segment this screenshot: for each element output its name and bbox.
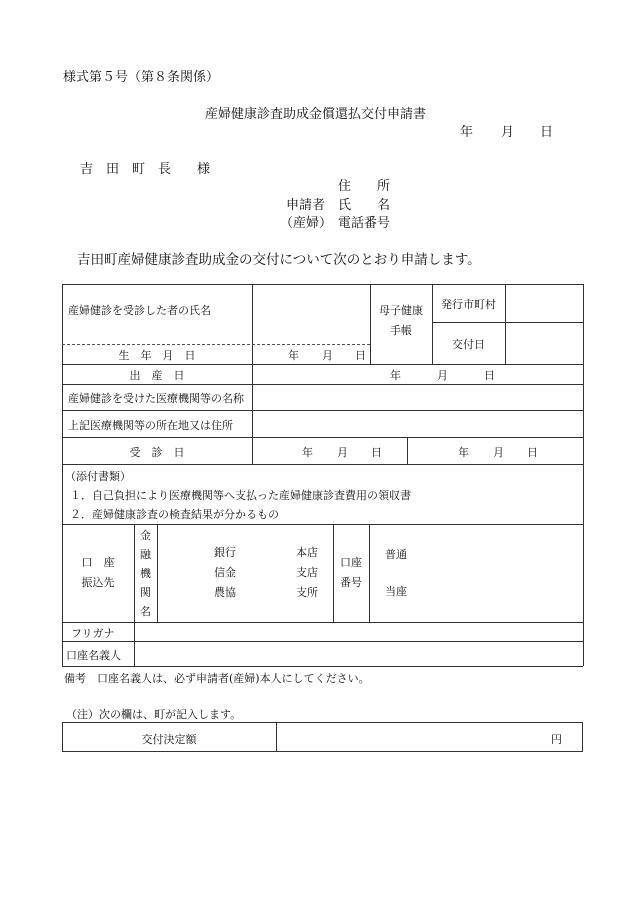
intro-text: 吉田町産婦健康診査助成金の交付について次のとおり申請します。 — [77, 252, 481, 268]
patient-name-field[interactable] — [253, 286, 369, 343]
applicant-label: 申請者 — [286, 198, 326, 213]
delivery-day: 日 — [484, 369, 495, 382]
sanpu-label: （産婦） — [280, 216, 333, 231]
attachment-item-2: ２．産婦健康診査の検査結果が分かるもの — [70, 508, 279, 521]
attachment-item-1: １．自己負担により医療機関等へ支払った産婦健康診査費用の領収書 — [70, 489, 411, 502]
exam2-year: 年 — [458, 446, 469, 459]
decision-amount-field[interactable] — [277, 723, 567, 751]
furigana-label: フリガナ — [71, 627, 115, 640]
exam1-month: 月 — [337, 446, 348, 459]
attachments-header: （添付書類） — [65, 470, 131, 483]
exam2-month: 月 — [493, 446, 504, 459]
birth-month: 月 — [322, 349, 333, 362]
branch-type-branch[interactable]: 支店 — [296, 566, 318, 579]
birth-day: 日 — [355, 349, 366, 362]
financial-institution-label: 金 融 機 関 名 — [140, 529, 151, 618]
addressee: 吉 田 町 長 様 — [80, 162, 211, 177]
account-holder-label: 口座名義人 — [66, 649, 121, 662]
institution-address-field[interactable] — [253, 412, 582, 436]
issue-date-field[interactable] — [506, 324, 582, 363]
bank-type-nokyo[interactable]: 農協 — [214, 586, 236, 599]
bank-type-bank[interactable]: 銀行 — [214, 546, 236, 559]
exam2-day: 日 — [527, 446, 538, 459]
issue-date-label: 交付日 — [452, 338, 485, 351]
address-label: 住 所 — [338, 179, 391, 194]
institution-address-label: 上記医療機関等の所在地又は住所 — [68, 419, 233, 432]
account-type-current[interactable]: 当座 — [385, 585, 407, 598]
account-number-label: 口座 番号 — [340, 556, 362, 589]
furigana-field[interactable] — [135, 623, 582, 640]
account-type-ordinary[interactable]: 普通 — [385, 548, 407, 561]
delivery-year: 年 — [390, 369, 401, 382]
patient-name-label: 産婦健診を受診した者の氏名 — [68, 304, 211, 317]
boshi-techo-label: 母子健康 手帳 — [379, 304, 423, 337]
institution-label: 産婦健診を受けた医療機関等の名称 — [68, 392, 244, 405]
issuer-label: 発行市町村 — [441, 298, 496, 311]
date-year: 年 — [460, 125, 474, 140]
birth-date-label: 生 年 月 日 — [118, 349, 196, 362]
delivery-date-label: 出 産 日 — [129, 369, 185, 382]
exam1-day: 日 — [371, 446, 382, 459]
yen-unit: 円 — [551, 733, 562, 746]
birth-year: 年 — [288, 349, 299, 362]
issuer-field[interactable] — [506, 286, 582, 321]
institution-field[interactable] — [253, 386, 582, 409]
name-label: 氏 名 — [338, 198, 391, 213]
date-day: 日 — [540, 125, 554, 140]
exam-date-label: 受 診 日 — [129, 446, 185, 459]
branch-type-main[interactable]: 本店 — [296, 546, 318, 559]
account-holder-field[interactable] — [135, 642, 582, 665]
account-transfer-label: 口 座 振込先 — [81, 556, 115, 589]
bank-type-shinkin[interactable]: 信金 — [214, 566, 236, 579]
decision-amount-label: 交付決定額 — [141, 733, 197, 746]
form-title: 産婦健康診査助成金償還払交付申請書 — [205, 107, 427, 122]
delivery-month: 月 — [437, 369, 448, 382]
exam1-year: 年 — [302, 446, 313, 459]
branch-type-options — [296, 543, 318, 603]
note-text: （注）次の欄は、町が記入します。 — [66, 708, 242, 721]
remarks-text: 備考 口座名義人は、必ず申請者(産婦)本人にしてください。 — [64, 672, 370, 685]
phone-label: 電話番号 — [338, 216, 391, 231]
form-number: 様式第５号（第８条関係） — [63, 70, 220, 85]
bank-type-options — [214, 543, 236, 603]
branch-type-office[interactable]: 支所 — [296, 586, 318, 599]
date-month: 月 — [501, 125, 515, 140]
